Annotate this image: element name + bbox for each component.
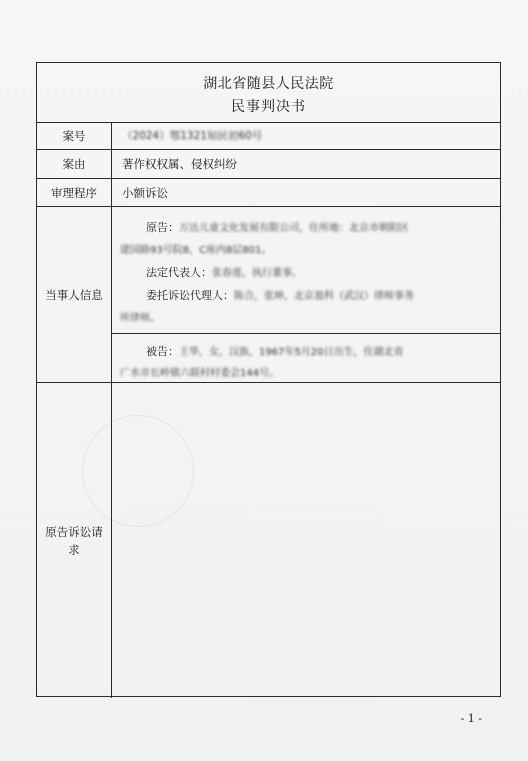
case-number-value: （2024）鄂1321知民初60号 bbox=[122, 130, 263, 142]
parties-label: 当事人信息 bbox=[37, 207, 112, 382]
document-type: 民事判决书 bbox=[231, 99, 306, 115]
defendant-value-2: 广水市长岭镇六联村村委会144号。 bbox=[120, 368, 280, 379]
defendant-label: 被告： bbox=[146, 345, 179, 358]
parties-divider bbox=[112, 333, 500, 334]
case-number-row bbox=[37, 122, 500, 150]
cause-row bbox=[37, 150, 500, 179]
cause-value: 著作权权属、侵权纠纷 bbox=[122, 157, 237, 171]
page-number: - 1 - bbox=[460, 712, 482, 725]
claims-cell bbox=[112, 383, 500, 698]
procedure-value: 小额诉讼 bbox=[122, 186, 168, 200]
case-info-table bbox=[36, 62, 501, 697]
claims-label bbox=[37, 383, 112, 698]
case-number-label: 案号 bbox=[37, 122, 112, 149]
agent-label: 委托诉讼代理人： bbox=[146, 289, 234, 302]
cause-label: 案由 bbox=[37, 150, 112, 178]
defendant-line bbox=[146, 343, 404, 359]
legal-rep-line bbox=[146, 264, 302, 280]
legal-rep-label: 法定代表人： bbox=[146, 266, 212, 279]
plaintiff-value-2: 建国路93号院8，C座内8层801。 bbox=[120, 245, 272, 256]
cause-cell bbox=[112, 150, 500, 178]
plaintiff-value: 万达儿童文化发展有限公司，住所地：北京市朝阳区 bbox=[179, 223, 409, 234]
case-number-cell bbox=[112, 122, 500, 149]
procedure-cell bbox=[112, 179, 500, 206]
parties-row bbox=[37, 207, 500, 383]
document-title-block bbox=[37, 63, 500, 123]
procedure-row bbox=[37, 179, 500, 207]
claims-row bbox=[37, 383, 500, 698]
court-name: 湖北省随县人民法院 bbox=[203, 76, 334, 92]
defendant-value: 王华，女，汉族，1967年5月20日出生，住湖北省 bbox=[179, 347, 404, 358]
plaintiff-label: 原告： bbox=[146, 221, 179, 234]
procedure-label: 审理程序 bbox=[37, 179, 112, 206]
parties-cell bbox=[112, 207, 500, 382]
legal-rep-value: 张春莲，执行董事。 bbox=[212, 268, 302, 279]
plaintiff-line bbox=[146, 219, 409, 235]
agent-line bbox=[146, 287, 414, 303]
agent-value-2: 所律师。 bbox=[120, 313, 160, 324]
claims-label-text: 原告诉讼请求 bbox=[45, 524, 103, 557]
agent-value: 陈合，张坤，北京盈科（武汉）律师事务 bbox=[234, 291, 414, 302]
